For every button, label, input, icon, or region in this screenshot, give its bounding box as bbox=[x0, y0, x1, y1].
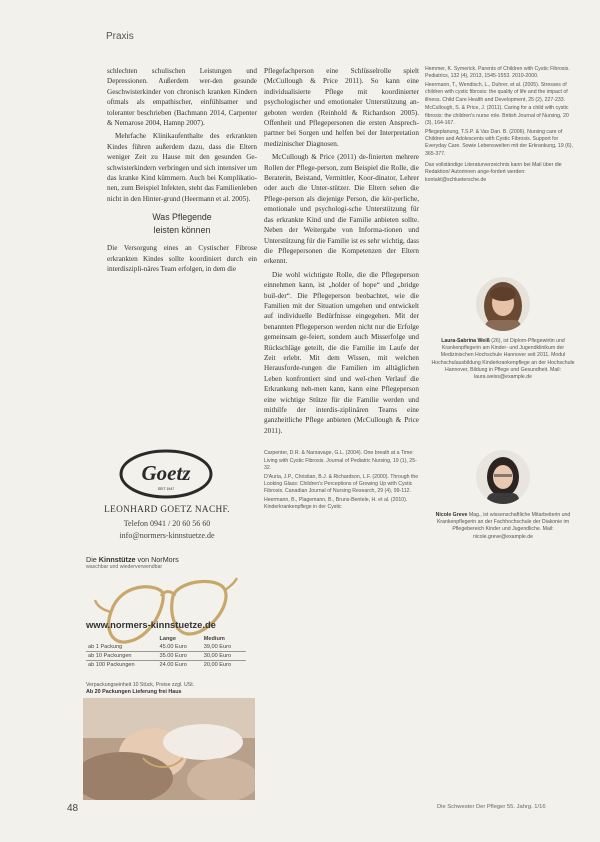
advertisement bbox=[83, 442, 255, 800]
product-title bbox=[86, 555, 179, 564]
price-cell: ab 10 Packungen bbox=[86, 652, 157, 661]
ad-note: Verpackungseinheit 10 Stück, Preise zzgl. USt. bbox=[86, 682, 195, 688]
paragraph: Pflegefachperson eine Schlüsselrolle spielt (McCullough & Price 2011). So kann eine individualisierte Pflege mit koordinierter psychologischer und emotionaler Unterstützung an-geboten werden (Reinhold & Richardson 2005). Offenheit und Pflegepersonen die ersten Ansprech-partner bei Sorgen und helfen bei der Interpretation medizinischer Diagnosen. bbox=[264, 67, 419, 148]
reference: Das vollständige Literaturverzeichnis kann bei Mail über die Redaktion/ Autorinnen ange-fordert werden: kontakt@schluetersche.de bbox=[425, 162, 562, 183]
author-bio: Mag., ist wissenschaftliche Mitarbeiterin und Krankenpflegerin an der Fachhochschule der Diakonie im Pflegebereich Kinder und Jugendliche. Mail: nicole.greve@example.de bbox=[436, 512, 571, 540]
price-cell: ab 1 Packung bbox=[86, 643, 157, 652]
journal-footer: Die Schwester Der Pfleger 55. Jahrg. 1/16 bbox=[437, 804, 546, 810]
company-name: LEONHARD GOETZ NACHF. bbox=[104, 505, 230, 515]
price-header bbox=[86, 635, 157, 643]
page-number: 48 bbox=[67, 803, 79, 814]
paragraph: schlechten schulischen Leistungen und Depressionen. Außerdem wer-den gesunde Geschwisterkinder von chronisch kranken Kindern oftmals als empathischer, einfühlsamer und toleranter beschrieben (Bachmann 2014, Carpenter & Nemarose 2004, Hamnp 2007). bbox=[107, 67, 257, 128]
reference: Heermann, T., Wendisch, L., Duhrer, et al. (2005). Stresses of children with cystic fibrosis: the quality of life and the impact of illness. Child Care Health and Development, 25 (2), 227-233. bbox=[425, 82, 568, 103]
price-row bbox=[86, 643, 246, 652]
patient-photo bbox=[83, 698, 255, 800]
author-caption-1 bbox=[428, 338, 578, 381]
references bbox=[264, 450, 419, 511]
subheading-line: leisten können bbox=[153, 225, 211, 236]
paragraph: Die Versorgung eines an Cystischer Fibrose erkrankten Kindes sollte koordiniert durch ein interdiszipli-näres Team erfolgen, in dem die bbox=[107, 244, 257, 274]
subheading-line: Was Pflegende bbox=[152, 212, 212, 223]
product-prefix: Die bbox=[86, 555, 99, 564]
author-name: Laura-Sabrina Weiß bbox=[441, 338, 490, 344]
references bbox=[425, 66, 575, 248]
product-subtitle: waschbar und wiederverwendbar bbox=[86, 564, 163, 570]
phone-number: Telefon 0941 / 20 60 56 60 bbox=[123, 519, 211, 528]
author-bio: (26), ist Diplom-Pflegewirtin und Krankenpflegerin am Kinder- und Jugendklinikum der Medizinischen Hochschule Hannover seit 2011. Modul Hochschulausbildung Kinderkrankenpflege an der Hochschule Hannover, Bildung in Pflege und Gesundheit. Mail: laura.weiss@example.de bbox=[431, 338, 575, 381]
reference: McCullough, S. & Price, J. (2011). Caring for a child with cystic fibrosis: the children's nurse role. British Journal of Nursing, 20 (3), 164-167. bbox=[425, 105, 569, 127]
price-header-row bbox=[86, 635, 246, 643]
price-header: Medium bbox=[203, 636, 225, 642]
price-row bbox=[86, 661, 246, 670]
price-cell: 24.00 Euro bbox=[159, 662, 187, 668]
ad-website[interactable]: www.normers-kinnstuetze.de bbox=[86, 619, 216, 630]
price-cell: 35.00 Euro bbox=[157, 652, 201, 661]
paragraph: McCullough & Price (2011) de-finierten mehrere Rollen der Pflege-person, zum Beispiel die Rolle, die Beraterin, Beistand, Vermittler, Koor-dinator, Lehrer oder auch die Unter-stützer. Die Eltern sehen die Pflege-person als diejenige Person, die kör-perliche, emotionale und psychologi-sche Unterstützung für das erkrankte Kind und die Familie anbieten sollte. Neben der Weitergabe von Informa-tionen und Unterstützung für die Familie ist es sehr wichtig, dass die Pflegepersonen die Kompetenzen der Eltern erkennt. bbox=[264, 153, 419, 266]
reference: Carpenter, D.R. & Narsavage, G.L. (2004). One breath at a Time: Living with Cystic Fibrosis. Journal of Pediatric Nursing, 19 (1), 25-32. bbox=[264, 450, 417, 471]
reference: D'Auria, J.P., Christian, B.J. & Richardson, L.F. (2000). Through the Looking Glass: Children's Perceptions of Growing Up with Cystic Fibrosis. Canadian Journal of Nursing Research, 29 (4), 99-112. bbox=[264, 473, 419, 495]
product-name: Kinnstütze bbox=[98, 555, 136, 564]
email-address: info@normers-kinnstuetze.de bbox=[119, 531, 215, 540]
author-portrait-2 bbox=[475, 449, 531, 505]
ad-delivery-note: Ab 20 Packungen Lieferung frei Haus bbox=[86, 689, 182, 695]
price-header: Lange bbox=[159, 636, 176, 642]
paragraph: Die wohl wichtigste Rolle, die die Pflegeperson einnehmen kann, ist „holder of hope“ und „bridge buil-der“. Die Pflegeperson beobachtet, wie die Familien mit der Situation umgehen und entwickelt auf individuelle Bedürfnisse eingegehen. Mit der benannten Pflegeperson werden nicht nur die Erfolge gemeinsam ge-feiert, sondern auch Misserfolge und Rückschläge geteilt, die die Familie im Laufe der Zeit erlebt. Mit dem Wissen, mit welchen Herausforde-rungen die Familien im alltäglichen Leben konfrontiert sind und wel-chen Verlauf die Erkrankung neh-men kann, kann eine Pflegeperson eine wichtige Stütze für die Familie werden und mithilfe der interdis-ziplinären Teams eine ganzheitliche Pflege anbieten (McCullough & Price 2011). bbox=[264, 270, 419, 435]
price-cell: ab 100 Packungen bbox=[88, 662, 135, 668]
reference: Pflegeplanung, T.S.P. & Vas Dan. B. (2006). Nursing care of Children and Adolescents with Cystic Fibrosis. Support for Everyday Care. Sowie Lebenswelten mit der Erkrankung, 19 (6), 365-377. bbox=[425, 128, 573, 157]
price-cell: 30,00 Euro bbox=[202, 652, 246, 661]
column-2 bbox=[264, 66, 419, 662]
logo-since: SEIT 1947 bbox=[157, 487, 175, 491]
column-3 bbox=[425, 66, 575, 248]
logo-text: Goetz bbox=[141, 461, 191, 485]
goetz-logo bbox=[118, 448, 214, 500]
price-row bbox=[86, 652, 246, 661]
author-caption-2 bbox=[428, 512, 578, 541]
subheading bbox=[107, 211, 257, 237]
section-label: Praxis bbox=[106, 31, 134, 42]
product-suffix: von NorMors bbox=[135, 555, 179, 564]
price-table bbox=[86, 635, 246, 669]
author-portrait-1 bbox=[475, 276, 531, 332]
reference: Heermann, B., Plagemann, B., Bruns-Bentele, H. et al. (2010). Kinderkrankenpflege in der Cystic bbox=[264, 497, 408, 511]
author-name: Nicole Greve bbox=[435, 512, 468, 518]
price-cell: 45.00 Euro bbox=[157, 643, 201, 652]
price-cell: 39,00 Euro bbox=[202, 643, 246, 652]
reference: Hemmer, K. Symerick. Parents of Children with Cystic Fibrosis. Pediatrics, 132 (4), 2013, 1545-1553. 2010-2000. bbox=[425, 66, 570, 80]
paragraph: Mehrfache Klinikaufenthalte des erkrankten Kindes führen außerdem dazu, dass die Eltern weniger Zeit zu Hause mit den gesunden Ge-schwisterkindern verbringen und sich intensiver um das kranke Kind kümmern. Auch bei Komplikatio-nen, zum Beispiel Infekten, steht das Familienleben nicht in den Hinter-grund (Heermann et al. 2005). bbox=[107, 132, 257, 203]
column-1 bbox=[107, 66, 257, 278]
price-cell: 20,00 Euro bbox=[203, 662, 232, 668]
